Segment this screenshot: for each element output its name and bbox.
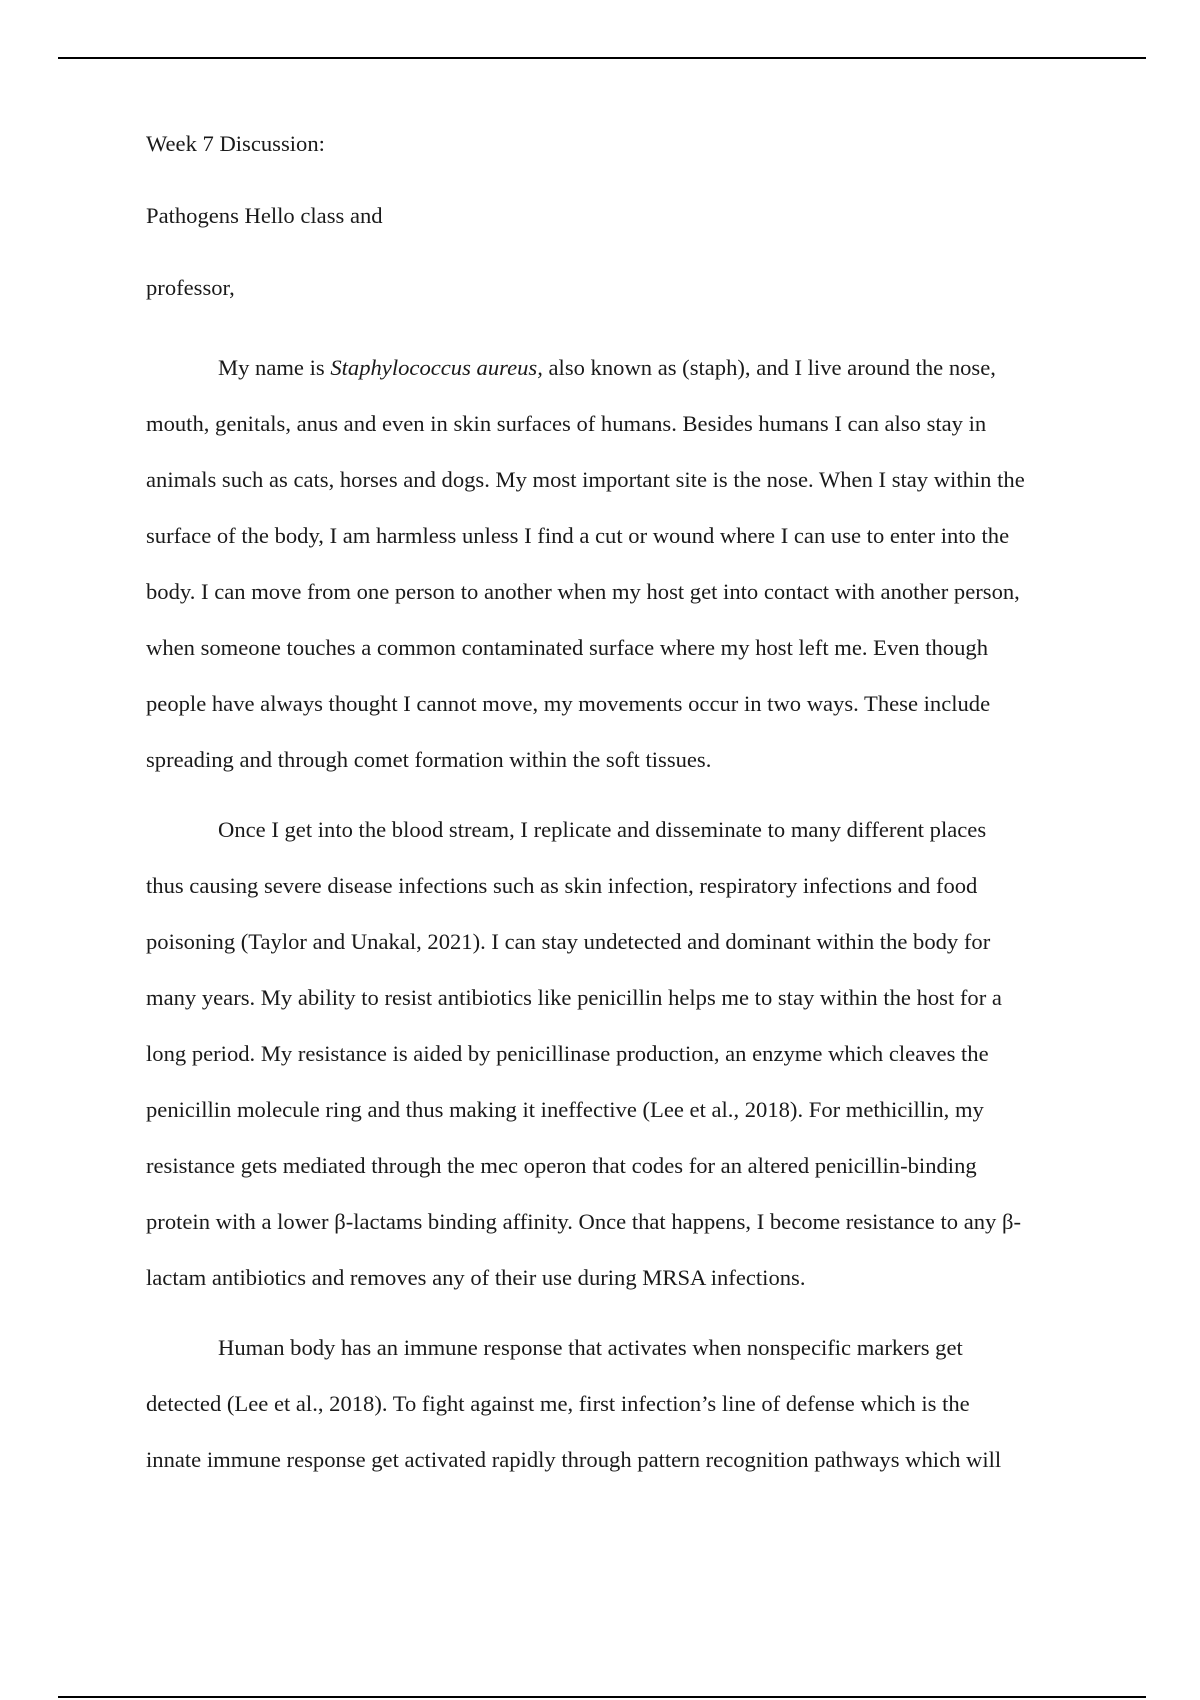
paragraph-2-line: lactam antibiotics and removes any of their use during MRSA infections. bbox=[146, 1265, 806, 1290]
heading-line-2: Pathogens Hello class and bbox=[146, 203, 383, 228]
text-span: also known as (staph), and I live around the nose, bbox=[542, 355, 996, 380]
paragraph-3-line: Human body has an immune response that activates when nonspecific markers get bbox=[218, 1335, 963, 1360]
paragraph-1-line: when someone touches a common contaminated surface where my host left me. Even though bbox=[146, 635, 988, 660]
bottom-rule bbox=[58, 1696, 1146, 1698]
paragraph-1-line: animals such as cats, horses and dogs. My most important site is the nose. When I stay within the bbox=[146, 467, 1025, 492]
paragraph-2-line: protein with a lower β-lactams binding affinity. Once that happens, I become resistance to any β- bbox=[146, 1209, 1021, 1234]
heading-line-3: professor, bbox=[146, 275, 235, 300]
paragraph-2-line: thus causing severe disease infections such as skin infection, respiratory infections and food bbox=[146, 873, 978, 898]
paragraph-3-line: detected (Lee et al., 2018). To fight against me, first infection’s line of defense which is the bbox=[146, 1391, 970, 1416]
paragraph-2-line: long period. My resistance is aided by penicillinase production, an enzyme which cleaves the bbox=[146, 1041, 989, 1066]
species-name: Staphylococcus aureus, bbox=[330, 355, 543, 380]
top-rule bbox=[58, 57, 1146, 59]
paragraph-1-line: surface of the body, I am harmless unless I find a cut or wound where I can use to enter into the bbox=[146, 523, 1010, 548]
paragraph-1-line: body. I can move from one person to another when my host get into contact with another person, bbox=[146, 579, 1020, 604]
paragraph-2-line: resistance gets mediated through the mec operon that codes for an altered penicillin-binding bbox=[146, 1153, 977, 1178]
paragraph-2-line: poisoning (Taylor and Unakal, 2021). I can stay undetected and dominant within the body for bbox=[146, 929, 991, 954]
paragraph-2-line: many years. My ability to resist antibiotics like penicillin helps me to stay within the host for a bbox=[146, 985, 1002, 1010]
paragraph-2 bbox=[146, 802, 1096, 1306]
paragraph-1-line-1 bbox=[146, 340, 1096, 396]
paragraph-3 bbox=[146, 1320, 1096, 1488]
paragraph-1-line: mouth, genitals, anus and even in skin surfaces of humans. Besides humans I can also stay in bbox=[146, 411, 987, 436]
paragraph-1 bbox=[146, 340, 1096, 788]
text-span: My name is bbox=[218, 355, 331, 380]
paragraph-1-line: people have always thought I cannot move, my movements occur in two ways. These include bbox=[146, 691, 991, 716]
paragraph-2-line: penicillin molecule ring and thus making it ineffective (Lee et al., 2018). For methicillin, my bbox=[146, 1097, 984, 1122]
document-page bbox=[146, 126, 1096, 1502]
heading-block bbox=[146, 126, 1096, 306]
paragraph-1-line: spreading and through comet formation within the soft tissues. bbox=[146, 747, 712, 772]
paragraph-3-line: innate immune response get activated rapidly through pattern recognition pathways which will bbox=[146, 1447, 1002, 1472]
paragraph-2-line: Once I get into the blood stream, I replicate and disseminate to many different places bbox=[218, 817, 987, 842]
heading-line-1: Week 7 Discussion: bbox=[146, 131, 325, 156]
